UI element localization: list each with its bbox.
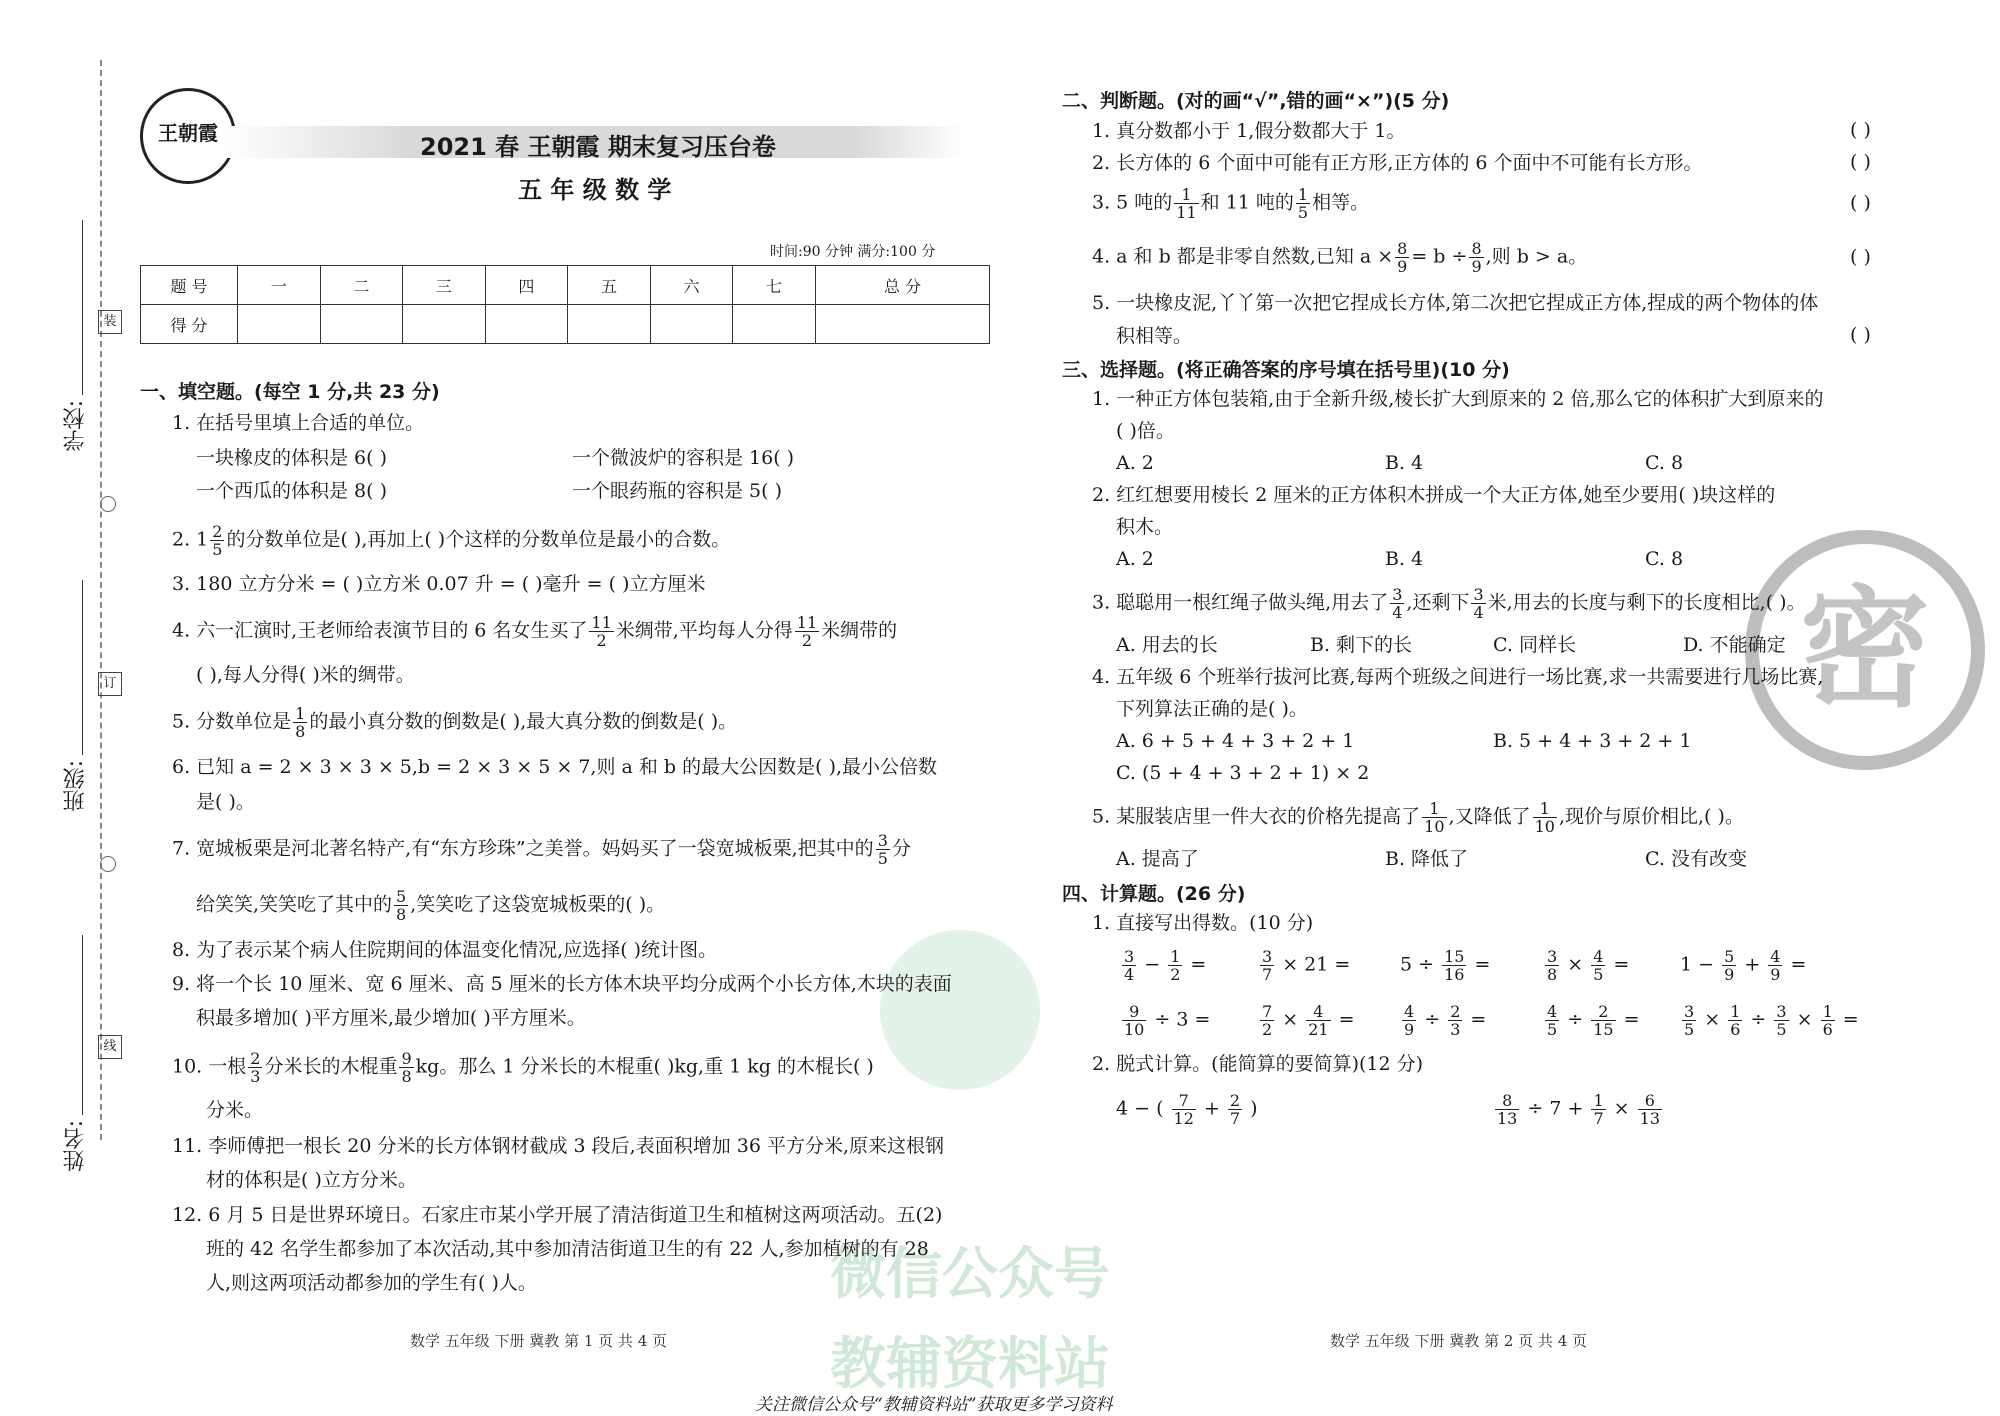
fraction: $\frac{4}{5}$ (1593, 947, 1604, 984)
fraction (589, 614, 613, 649)
numerator: 1 (1422, 800, 1446, 818)
j4-mid: = b ÷ (1411, 245, 1468, 268)
c4-option-b[interactable]: B. 5 + 4 + 3 + 2 + 1 (1493, 730, 1692, 752)
score-cell[interactable] (403, 305, 486, 344)
c1-option-c[interactable]: C. 8 (1645, 452, 1684, 474)
fraction: $\frac{6}{13}$ (1639, 1091, 1660, 1128)
score-cell[interactable] (485, 305, 568, 344)
c3-option-a[interactable]: A. 用去的长 (1116, 634, 1218, 656)
c2-option-b[interactable]: B. 4 (1385, 548, 1424, 570)
c3-option-b[interactable]: B. 剩下的长 (1310, 634, 1413, 656)
judge-paren-3[interactable]: ( ) (1850, 192, 1871, 214)
j3-pre: 3. 5 吨的 (1092, 191, 1173, 214)
fraction: $\frac{7}{2}$ (1262, 1002, 1273, 1039)
c5-post: ,现价与原价相比,( )。 (1558, 805, 1744, 828)
j5-line2: 积相等。 (1116, 325, 1193, 347)
fraction: $\frac{3}{4}$ (1124, 947, 1135, 984)
q6: 6. 已知 a = 2 × 3 × 3 × 5,b = 2 × 3 × 5 × 7,则 a 和 b 的最大公因数是( ),最小公倍数 (172, 756, 938, 778)
fraction (1533, 800, 1557, 835)
score-cell[interactable] (815, 305, 989, 344)
calc-9: $\frac{4}{5}$ ÷ $\frac{2}{15}$ = (1547, 1002, 1640, 1039)
numerator: 2 (250, 1049, 261, 1068)
c4-option-a[interactable]: A. 6 + 5 + 4 + 3 + 2 + 1 (1116, 730, 1355, 752)
q4-pre: 4. 六一汇演时,王老师给表演节目的 6 名女生买了 (172, 619, 588, 642)
time-info: 时间:90 分钟 满分:100 分 (770, 244, 936, 260)
c3-option-c[interactable]: C. 同样长 (1493, 634, 1576, 656)
j4-pre: 4. a 和 b 都是非零自然数,已知 a × (1092, 245, 1394, 268)
c3-post: 米,用去的长度与剩下的长度相比,( )。 (1487, 591, 1806, 614)
q9-line2: 积最多增加( )平方厘米,最少增加( )平方厘米。 (196, 1007, 586, 1029)
fraction: $\frac{1}{2}$ (1170, 947, 1181, 984)
q11-line2: 材的体积是( )立方分米。 (206, 1169, 417, 1191)
school-line (82, 220, 83, 395)
fraction: $\frac{3}{5}$ (1776, 1002, 1787, 1039)
numerator: 11 (796, 613, 818, 632)
judge-paren-1[interactable]: ( ) (1850, 119, 1871, 141)
score-head-8: 总 分 (815, 266, 989, 305)
fraction: $\frac{4}{9}$ (1404, 1002, 1415, 1039)
binding-hole-2 (100, 856, 116, 872)
j3 (1092, 186, 1369, 221)
numerator: 3 (877, 831, 888, 850)
seal-box-3: 线 (98, 1035, 122, 1059)
score-cell[interactable] (238, 305, 321, 344)
expr-1: 4 − ( $\frac{7}{12}$ + $\frac{2}{7}$ ) (1116, 1091, 1258, 1128)
q7-post: 分 (891, 837, 911, 860)
c1-option-b[interactable]: B. 4 (1385, 452, 1424, 474)
binding-line (100, 60, 102, 1140)
q2-pre: 2. 1 (172, 528, 209, 551)
fraction (210, 523, 224, 558)
denominator: 3 (250, 1067, 261, 1086)
q12-line2: 班的 42 名学生都参加了本次活动,其中参加清洁街道卫生的有 22 人,参加植树的有 28 (206, 1238, 929, 1260)
j5: 5. 一块橡皮泥,丫丫第一次把它捏成长方体,第二次把它捏成正方体,捏成的两个物体的体 (1092, 292, 1819, 314)
q10-line2: 分米。 (206, 1099, 264, 1121)
calc-10: $\frac{3}{5}$ × $\frac{1}{6}$ ÷ $\frac{3}{5}$ × $\frac{1}{6}$ = (1684, 1002, 1859, 1039)
score-cell[interactable] (320, 305, 403, 344)
c3-pre: 3. 聪聪用一根红绳子做头绳,用去了 (1092, 591, 1389, 614)
numerator: 1 (295, 704, 306, 723)
calc-6: $\frac{9}{10}$ ÷ 3 = (1124, 1002, 1211, 1039)
fraction: $\frac{3}{8}$ (1547, 947, 1558, 984)
fraction: $\frac{1}{6}$ (1730, 1002, 1741, 1039)
fraction (293, 705, 307, 740)
fraction: $\frac{7}{12}$ (1173, 1091, 1194, 1128)
c4-option-c[interactable]: C. (5 + 4 + 3 + 2 + 1) × 2 (1116, 762, 1370, 784)
calc-1: $\frac{3}{4}$ − $\frac{1}{2}$ = (1124, 947, 1207, 984)
watermark-logo (880, 930, 1040, 1090)
score-cell[interactable] (568, 305, 651, 344)
q7 (172, 832, 911, 867)
fraction: $\frac{9}{10}$ (1124, 1002, 1145, 1039)
fraction: $\frac{2}{15}$ (1593, 1002, 1614, 1039)
name-line (82, 935, 83, 1115)
fraction (1471, 586, 1485, 621)
fraction: $\frac{1}{7}$ (1593, 1091, 1604, 1128)
seal-box-2: 订 (98, 672, 122, 696)
c4: 4. 五年级 6 个班举行拔河比赛,每两个班级之间进行一场比赛,求一共需要进行几场比赛, (1092, 666, 1824, 688)
footer-left: 数学 五年级 下册 冀教 第 1 页 共 4 页 (410, 1332, 668, 1350)
c4-line2: 下列算法正确的是( )。 (1116, 698, 1308, 720)
c2-option-c[interactable]: C. 8 (1645, 548, 1684, 570)
numerator: 1 (1297, 185, 1309, 204)
c5 (1092, 800, 1744, 835)
numerator: 8 (1471, 239, 1482, 258)
c1-option-a[interactable]: A. 2 (1116, 452, 1154, 474)
q4-mid: 米绸带,平均每人分得 (615, 619, 793, 642)
k1: 1. 直接写出得数。(10 分) (1092, 912, 1314, 934)
q6-line2: 是( )。 (196, 791, 255, 813)
q9: 9. 将一个长 10 厘米、宽 6 厘米、高 5 厘米的长方体木块平均分成两个小长方体,木块的表面 (172, 973, 952, 995)
denominator: 10 (1424, 817, 1445, 836)
q12-line3: 人,则这两项活动都参加的学生有( )人。 (206, 1272, 537, 1294)
fraction: $\frac{2}{7}$ (1229, 1091, 1241, 1128)
fraction: $\frac{1}{6}$ (1822, 1002, 1833, 1039)
fraction (1422, 800, 1446, 835)
c2: 2. 红红想要用棱长 2 厘米的正方体积木拼成一个大正方体,她至少要用( )块这样的 (1092, 484, 1776, 506)
q8: 8. 为了表示某个病人住院期间的体温变化情况,应选择( )统计图。 (172, 939, 718, 961)
denominator: 2 (801, 631, 813, 650)
score-cell[interactable] (733, 305, 816, 344)
fraction: $\frac{4}{21}$ (1308, 1002, 1329, 1039)
denominator: 10 (1534, 817, 1555, 836)
q5-pre: 5. 分数单位是 (172, 710, 292, 733)
judge-paren-5[interactable]: ( ) (1850, 324, 1871, 346)
name-label: 姓名: (63, 1120, 88, 1172)
score-head-4: 四 (485, 266, 568, 305)
c5-option-a[interactable]: A. 提高了 (1116, 848, 1199, 870)
denominator: 8 (401, 1067, 412, 1086)
fraction (876, 832, 890, 867)
score-head-3: 三 (403, 266, 486, 305)
calc-7: $\frac{7}{2}$ × $\frac{4}{21}$ = (1262, 1002, 1355, 1039)
q12: 12. 6 月 5 日是世界环境日。石家庄市某小学开展了清洁街道卫生和植树这两项活动。五(2) (172, 1204, 943, 1226)
numerator: 9 (401, 1049, 412, 1068)
score-head-1: 一 (238, 266, 321, 305)
q5 (172, 705, 737, 740)
fraction (394, 888, 408, 923)
calc-4: $\frac{3}{8}$ × $\frac{4}{5}$ = (1547, 947, 1630, 984)
c5-option-b[interactable]: B. 降低了 (1385, 848, 1469, 870)
q1b: 一个微波炉的容积是 16( ) (572, 447, 795, 469)
q11: 11. 李师傅把一根长 20 分米的长方体钢材截成 3 段后,表面积增加 36 平方分米,原来这根钢 (172, 1135, 945, 1157)
c1-line2: ( )倍。 (1116, 420, 1175, 442)
j4-post: ,则 b > a。 (1485, 245, 1588, 268)
score-head-2: 二 (320, 266, 403, 305)
numerator: 2 (212, 522, 223, 541)
bottom-note: 关注微信公众号“教辅资料站”获取更多学习资料 (755, 1395, 1113, 1415)
numerator: 5 (396, 887, 407, 906)
j3-mid: 和 11 吨的 (1200, 191, 1294, 214)
numerator: 11 (591, 613, 612, 632)
judge-paren-4[interactable]: ( ) (1850, 246, 1871, 268)
q7-pre: 7. 宽城板栗是河北著名特产,有“东方珍珠”之美誉。妈妈买了一袋宽城板栗,把其中的 (172, 837, 874, 860)
judge-paren-2[interactable]: ( ) (1850, 151, 1871, 173)
calc-5: 1 − $\frac{5}{9}$ + $\frac{4}{9}$ = (1680, 947, 1807, 984)
score-table (140, 265, 990, 344)
section-1-title: 一、填空题。(每空 1 分,共 23 分) (140, 381, 440, 403)
q4-post: 米绸带的 (821, 619, 898, 642)
j3-post: 相等。 (1312, 191, 1370, 214)
fraction (1174, 186, 1198, 221)
c5-pre: 5. 某服装店里一件大衣的价格先提高了 (1092, 805, 1421, 828)
fraction (248, 1050, 262, 1085)
fraction: $\frac{2}{3}$ (1450, 1002, 1461, 1039)
j4 (1092, 240, 1587, 275)
q10-pre: 10. 一根 (172, 1055, 247, 1078)
class-label: 班级: (63, 760, 88, 812)
fraction (1390, 586, 1404, 621)
fraction (1296, 186, 1310, 221)
q4-line2: ( ),每人分得( )米的绸带。 (196, 664, 415, 686)
denominator: 5 (212, 540, 223, 559)
q10-post: kg。那么 1 分米长的木棍重( )kg,重 1 kg 的木棍长( ) (415, 1055, 874, 1078)
numerator: 1 (1533, 800, 1557, 818)
fraction: $\frac{3}{7}$ (1262, 947, 1273, 984)
numerator: 3 (1473, 585, 1484, 604)
fraction: $\frac{8}{13}$ (1497, 1091, 1518, 1128)
binding-hole-1 (100, 496, 116, 512)
q1c: 一个西瓜的体积是 8( ) (196, 480, 387, 502)
logo-text: 王朝霞 (158, 121, 218, 145)
denominator: 5 (1297, 203, 1309, 222)
calc-8: $\frac{4}{9}$ ÷ $\frac{2}{3}$ = (1404, 1002, 1487, 1039)
logo-emblem (140, 88, 236, 184)
score-cell[interactable] (650, 305, 733, 344)
score-head-6: 六 (650, 266, 733, 305)
fraction (399, 1050, 413, 1085)
numerator: 8 (1397, 239, 1408, 258)
q10 (172, 1050, 874, 1085)
c2-line2: 积木。 (1116, 516, 1174, 538)
numerator: 3 (1392, 585, 1403, 604)
denominator: 9 (1397, 257, 1408, 276)
c3-mid: ,还剩下 (1406, 591, 1470, 614)
q1: 1. 在括号里填上合适的单位。 (172, 412, 425, 434)
score-head-0: 题 号 (141, 266, 238, 305)
school-label: 学校: (63, 400, 88, 452)
c5-mid: ,又降低了 (1448, 805, 1531, 828)
q1a: 一块橡皮的体积是 6( ) (196, 447, 387, 469)
q7-line2 (196, 888, 665, 923)
denominator: 4 (1473, 603, 1484, 622)
denominator: 2 (596, 631, 607, 650)
seal-box-1: 装 (98, 310, 122, 334)
fraction: $\frac{5}{9}$ (1724, 947, 1735, 984)
stamp-text: 密 (1799, 573, 1930, 725)
k2: 2. 脱式计算。(能简算的要简算)(12 分) (1092, 1053, 1424, 1075)
fraction: $\frac{3}{5}$ (1684, 1002, 1695, 1039)
calc-2: $\frac{3}{7}$ × 21 = (1262, 947, 1351, 984)
denominator: 4 (1392, 603, 1403, 622)
denominator: 9 (1471, 257, 1482, 276)
q3: 3. 180 立方分米 = ( )立方米 0.07 升 = ( )毫升 = ( )立方厘米 (172, 573, 706, 595)
fraction: $\frac{15}{16}$ (1444, 947, 1465, 984)
c1: 1. 一种正方体包装箱,由于全新升级,棱长扩大到原来的 2 倍,那么它的体积扩大到原来的 (1092, 388, 1824, 410)
expr-2: $\frac{8}{13}$ ÷ 7 + $\frac{1}{7}$ × $\frac{6}{13}$ (1497, 1091, 1660, 1128)
c3 (1092, 586, 1806, 621)
calc-3: 5 ÷ $\frac{15}{16}$ = (1400, 947, 1491, 984)
fraction: $\frac{4}{5}$ (1547, 1002, 1558, 1039)
section-2-title: 二、判断题。(对的画“√”,错的画“×”)(5 分) (1062, 90, 1450, 112)
q1d: 一个眼药瓶的容积是 5( ) (572, 480, 782, 502)
numerator: 1 (1174, 186, 1198, 204)
q4 (172, 614, 897, 649)
section-4-title: 四、计算题。(26 分) (1062, 883, 1246, 905)
fraction (1469, 240, 1483, 275)
paper-subtitle: 五 年 级 数 学 (518, 176, 672, 204)
denominator: 8 (295, 722, 306, 741)
paper-title: 2021 春 王朝霞 期末复习压台卷 (420, 133, 776, 161)
score-row-label: 得 分 (141, 305, 238, 344)
denominator: 5 (877, 849, 888, 868)
j2: 2. 长方体的 6 个面中可能有正方形,正方体的 6 个面中不可能有长方形。 (1092, 152, 1703, 174)
q2-post: 的分数单位是( ),再加上( )个这样的分数单位是最小的合数。 (226, 528, 731, 551)
c3-option-d[interactable]: D. 不能确定 (1683, 634, 1786, 656)
section-3-title: 三、选择题。(将正确答案的序号填在括号里)(10 分) (1062, 359, 1510, 381)
watermark-2: 教辅资料站 (830, 1332, 1110, 1397)
score-head-7: 七 (733, 266, 816, 305)
c5-option-c[interactable]: C. 没有改变 (1645, 848, 1747, 870)
q2 (172, 523, 730, 558)
q10-mid: 分米长的木棍重 (264, 1055, 398, 1078)
q7-l2-post: ,笑笑吃了这袋宽城板栗的( )。 (410, 893, 666, 916)
q7-l2-pre: 给笑笑,笑笑吃了其中的 (196, 893, 393, 916)
fraction (795, 614, 819, 649)
fraction: $\frac{4}{9}$ (1770, 947, 1781, 984)
c2-option-a[interactable]: A. 2 (1116, 548, 1154, 570)
watermark-1: 微信公众号 (830, 1242, 1110, 1307)
q5-post: 的最小真分数的倒数是( ),最大真分数的倒数是( )。 (309, 710, 738, 733)
class-line (82, 580, 83, 755)
score-head-5: 五 (568, 266, 651, 305)
footer-right: 数学 五年级 下册 冀教 第 2 页 共 4 页 (1330, 1332, 1588, 1350)
denominator: 11 (1176, 203, 1197, 222)
fraction (1395, 240, 1409, 275)
j1: 1. 真分数都小于 1,假分数都大于 1。 (1092, 120, 1406, 142)
denominator: 8 (396, 905, 407, 924)
